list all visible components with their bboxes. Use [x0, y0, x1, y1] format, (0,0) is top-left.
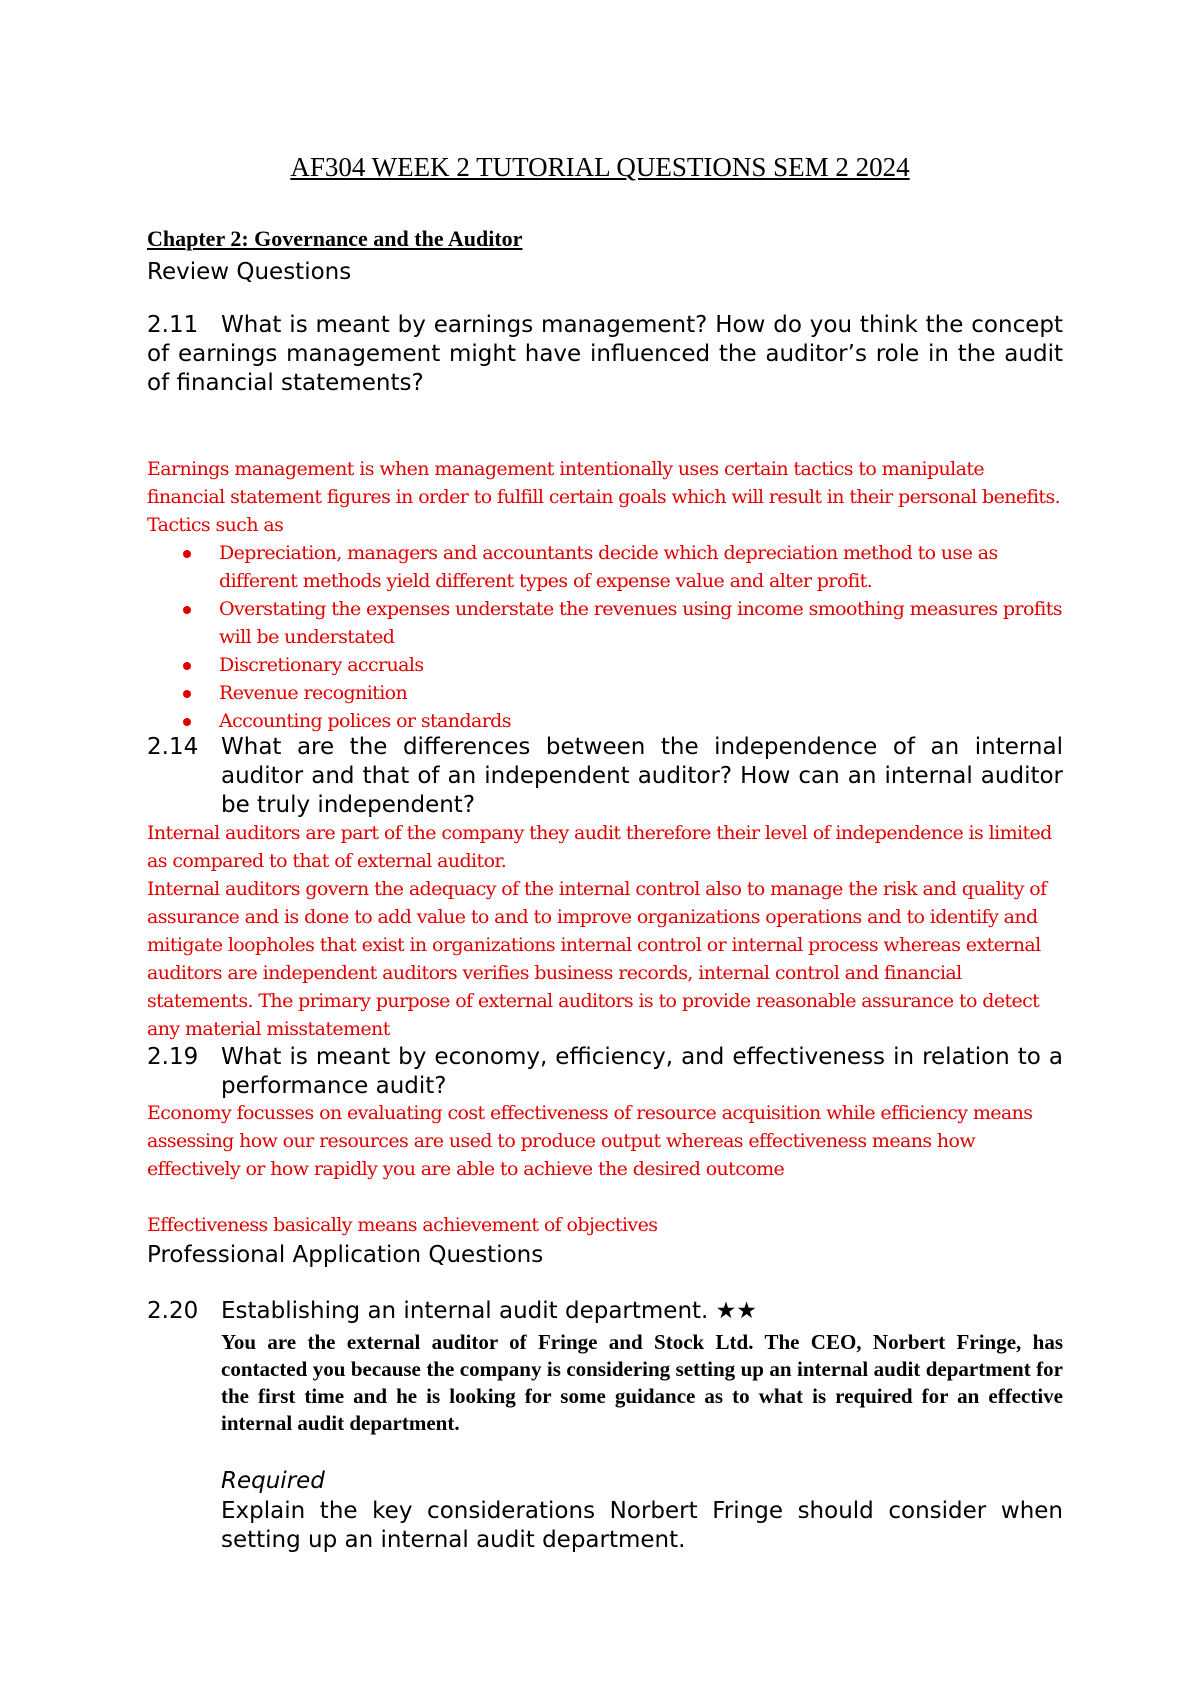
question-2-14-text: What are the differences between the independence of an internal auditor and that of an independent auditor? How can an internal auditor be truly independent?	[221, 734, 1063, 818]
question-2-20-scenario: You are the external auditor of Fringe and Stock Ltd. The CEO, Norbert Fringe, has contacted you because the company is considering setting up an internal audit department for the first time and he is looking for some guidance as to what is required for an effective internal audit department.	[221, 1330, 1063, 1435]
question-2-19	[147, 1043, 1063, 1103]
question-2-11-number: 2.11	[147, 312, 199, 338]
list-item: Revenue recognition	[147, 679, 1063, 707]
answer-2-11: Earnings management is when management intentionally uses certain tactics to manipulate financial statement figures in order to fulfill certain goals which will result in their personal benefits. Tactics such as	[147, 458, 1061, 536]
question-2-20-text: Establishing an internal audit department. ★★	[221, 1298, 757, 1324]
answer-2-19-part-1: Economy focusses on evaluating cost effectiveness of resource acquisition while efficiency means assessing how our resources are used to produce output whereas effectiveness means how effectively or how rapidly you are able to achieve the desired outcome	[147, 1102, 1033, 1180]
answer-2-14-part-1: Internal auditors are part of the company they audit therefore their level of independence is limited as compared to that of external auditor.	[147, 822, 1052, 872]
required-text: Explain the key considerations Norbert Fringe should consider when setting up an internal audit department.	[221, 1498, 1063, 1553]
list-item: Discretionary accruals	[147, 651, 1063, 679]
bullet-icon	[183, 606, 191, 614]
question-2-20	[147, 1297, 1063, 1327]
bullet-icon	[183, 550, 191, 558]
question-2-19-text: What is meant by economy, efficiency, and effectiveness in relation to a performance audit?	[221, 1044, 1063, 1099]
question-2-11	[147, 311, 1063, 401]
answer-2-14-part-2: Internal auditors govern the adequacy of the internal control also to manage the risk and quality of assurance and is done to add value to and to improve organizations operations and to identify and mitigate loopholes that exist in organizations internal control or internal process whereas external auditors are independent auditors verifies business records, internal control and financial statements. The primary purpose of external auditors is to provide reasonable assurance to detect any material misstatement	[147, 878, 1047, 1040]
answer-2-19-part-2: Effectiveness basically means achievement of objectives	[147, 1214, 658, 1236]
chapter-heading: Chapter 2: Governance and the Auditor	[147, 226, 523, 251]
document-title: AF304 WEEK 2 TUTORIAL QUESTIONS SEM 2 2024	[290, 152, 910, 182]
professional-application-heading: Professional Application Questions	[147, 1242, 544, 1268]
question-2-19-number: 2.19	[147, 1044, 199, 1070]
review-questions-heading: Review Questions	[147, 259, 352, 285]
bullet-icon	[183, 718, 191, 726]
question-2-14-number: 2.14	[147, 734, 199, 760]
question-2-14	[147, 733, 1063, 821]
question-2-11-text: What is meant by earnings management? How do you think the concept of earnings management might have influenced the auditor’s role in the audit of financial statements?	[147, 312, 1063, 396]
list-item: Accounting polices or standards	[147, 707, 1063, 735]
question-2-20-number: 2.20	[147, 1298, 199, 1324]
bullet-icon	[183, 662, 191, 670]
list-item: Overstating the expenses understate the revenues using income smoothing measures profits will be understated	[147, 595, 1063, 651]
required-label: Required	[221, 1468, 325, 1494]
tactics-list	[147, 539, 1063, 735]
list-item: Depreciation, managers and accountants decide which depreciation method to use as different methods yield different types of expense value and alter profit.	[147, 539, 1063, 595]
bullet-icon	[183, 690, 191, 698]
